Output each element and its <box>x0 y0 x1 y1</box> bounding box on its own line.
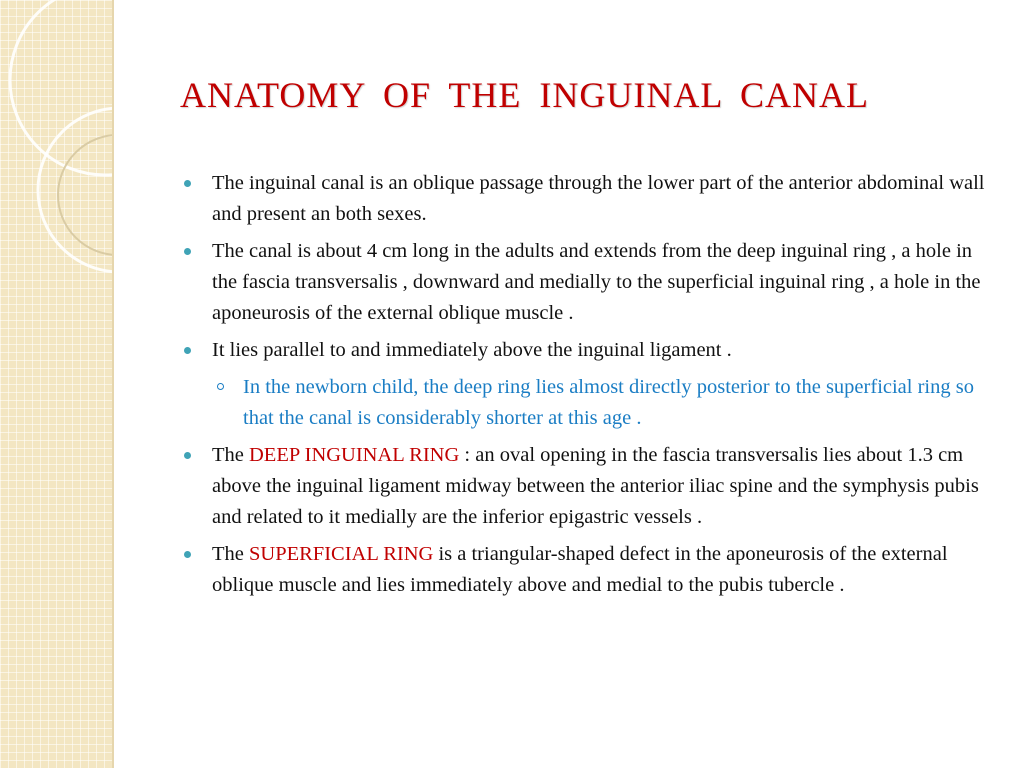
slide-title: ANATOMY OF THE INGUINAL CANAL <box>180 75 869 115</box>
bullet-rest: : an oval opening in the fascia transversalis lies about 1.3 cm above the inguinal ligament midway between the anterior iliac spine and the symphysis pubis and related to it medially are the inferior epigastric vessels . <box>212 444 979 528</box>
decorative-sidebar <box>0 0 112 768</box>
sub-bullet-text: In the newborn child, the deep ring lies almost directly posterior to the superficial ring so that the canal is considerably shorter at this age . <box>243 376 974 429</box>
bullet-item <box>180 168 995 230</box>
bullet-prefix: The <box>212 444 249 466</box>
bullet-item <box>180 440 995 533</box>
decorative-circles <box>0 0 112 768</box>
slide-content <box>180 168 995 607</box>
sidebar-edge <box>112 0 114 768</box>
sub-bullet-item <box>180 372 995 434</box>
bullet-list <box>180 168 995 601</box>
bullet-dot-icon <box>184 248 191 255</box>
bullet-item <box>180 236 995 329</box>
bullet-rest: is a triangular-shaped defect in the aponeurosis of the external oblique muscle and lies immediately above and medial to the pubis tubercle . <box>212 543 948 596</box>
bullet-item <box>180 539 995 601</box>
bullet-prefix: The <box>212 543 249 565</box>
highlight-term: SUPERFICIAL RING <box>249 543 434 565</box>
hollow-circle-bullet-icon <box>217 383 224 390</box>
bullet-text: The canal is about 4 cm long in the adults and extends from the deep inguinal ring , a hole in the fascia transversalis , downward and medially to the superficial inguinal ring , a hole in the aponeurosis of the external oblique muscle . <box>212 240 981 324</box>
bullet-text: The inguinal canal is an oblique passage through the lower part of the anterior abdominal wall and present an both sexes. <box>212 172 985 225</box>
bullet-dot-icon <box>184 180 191 187</box>
bullet-dot-icon <box>184 347 191 354</box>
bullet-text: It lies parallel to and immediately above the inguinal ligament . <box>212 339 732 361</box>
highlight-term: DEEP INGUINAL RING <box>249 444 460 466</box>
bullet-dot-icon <box>184 551 191 558</box>
bullet-dot-icon <box>184 452 191 459</box>
bullet-item <box>180 335 995 366</box>
